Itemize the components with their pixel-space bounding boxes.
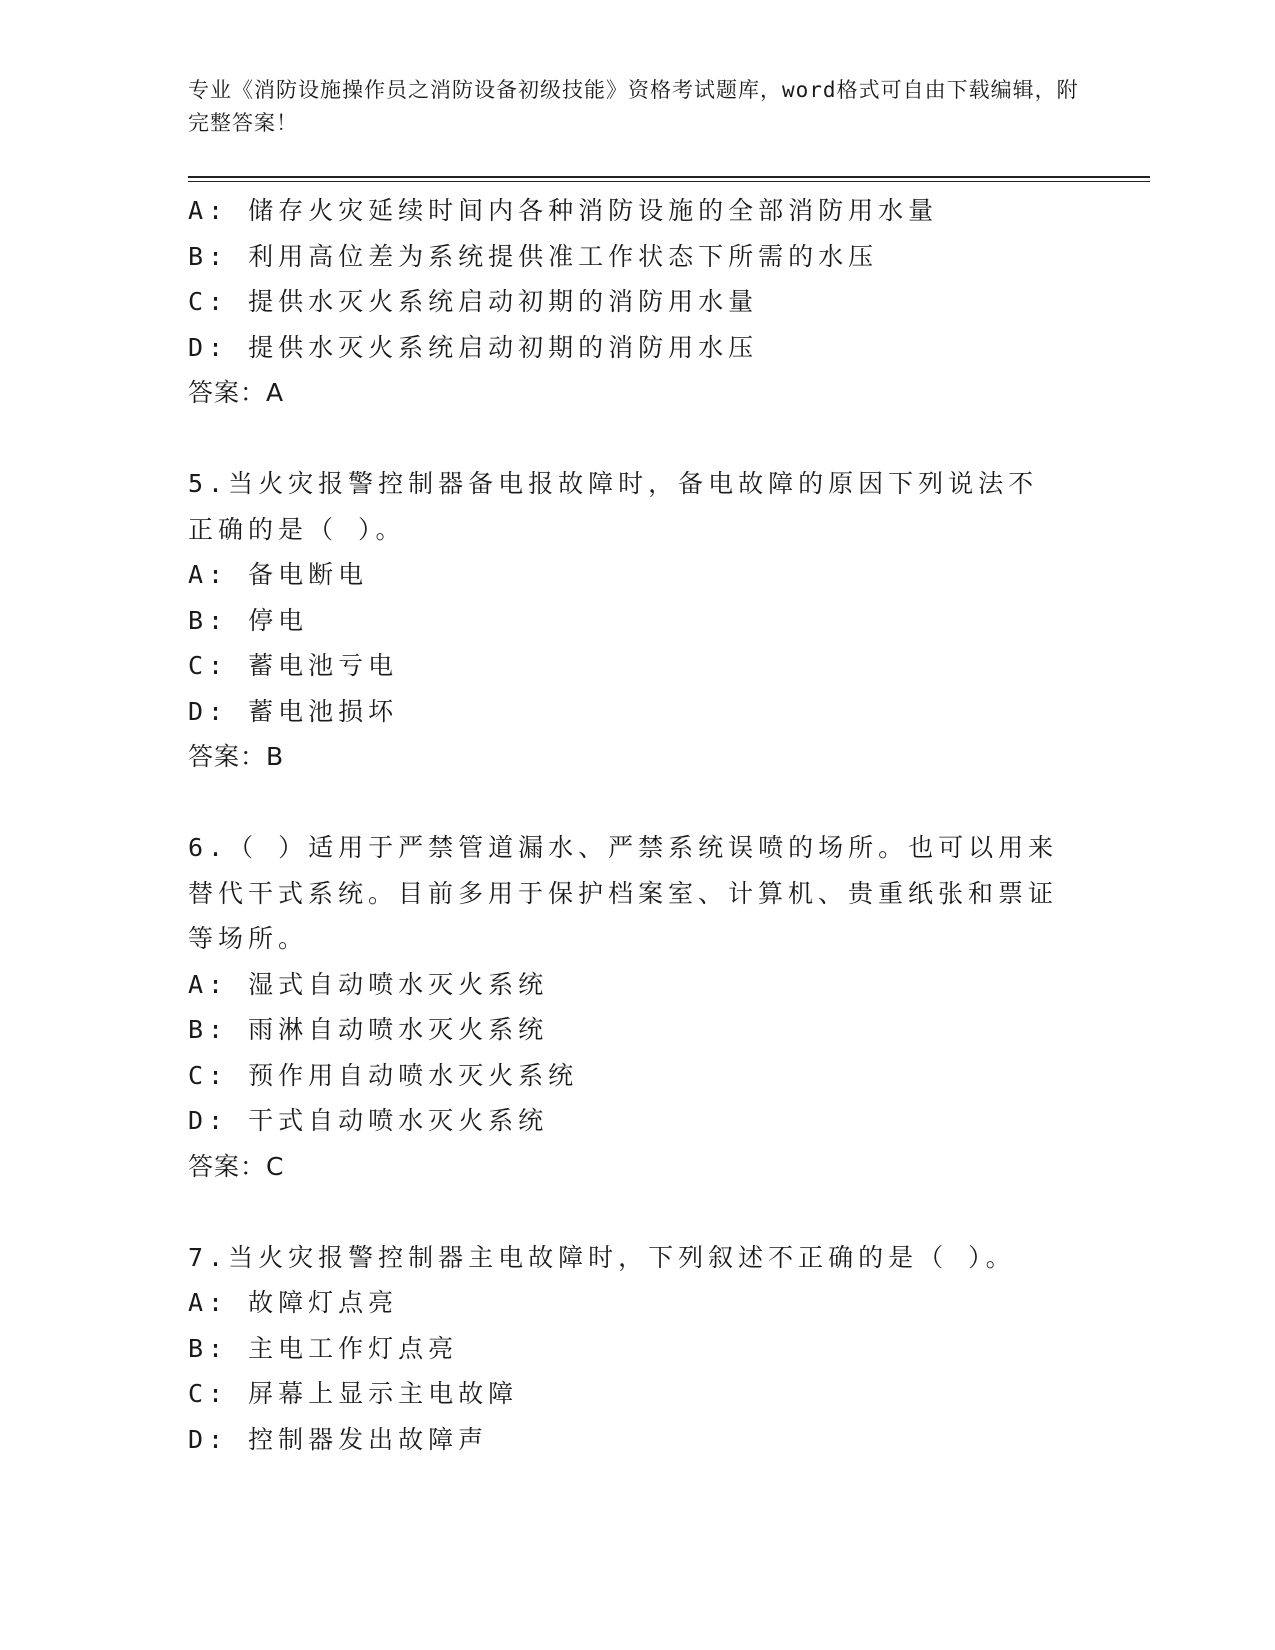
document-header: 专业《消防设施操作员之消防设备初级技能》资格考试题库，word格式可自由下载编辑，附完整答案！ [188, 78, 1079, 135]
option-a: A: 湿式自动喷水灭火系统 [188, 969, 549, 999]
option-d: D: 干式自动喷水灭火系统 [188, 1106, 549, 1135]
option-d: D: 提供水灭火系统启动初期的消防用水压 [188, 332, 759, 362]
spacer [188, 416, 1068, 462]
header-divider-thin [188, 181, 1150, 182]
option-d: D: 控制器发出故障声 [188, 1424, 489, 1454]
option-c: C: 预作用自动喷水灭火系统 [188, 1060, 579, 1090]
option-a: A: 备电断电 [188, 560, 369, 589]
option-b: B: 主电工作灯点亮 [188, 1333, 459, 1363]
question-5 [188, 461, 1068, 780]
option-a: A: 储存火灾延续时间内各种消防设施的全部消防用水量 [188, 196, 939, 225]
question-7 [188, 1235, 1068, 1463]
header-divider-thick [188, 176, 1150, 178]
option-b: B: 利用高位差为系统提供准工作状态下所需的水压 [188, 241, 879, 271]
option-b: B: 停电 [188, 605, 309, 635]
spacer [188, 1189, 1068, 1235]
question-6 [188, 825, 1068, 1189]
answer: 答案：B [188, 742, 285, 771]
question-4 [188, 188, 1068, 416]
option-c: C: 屏幕上显示主电故障 [188, 1379, 519, 1408]
spacer [188, 780, 1068, 826]
question-stem: 7.当火灾报警控制器主电故障时，下列叙述不正确的是（ ）。 [188, 1242, 1016, 1272]
option-a: A: 故障灯点亮 [188, 1288, 399, 1317]
question-stem: 5.当火灾报警控制器备电报故障时，备电故障的原因下列说法不正确的是（ ）。 [188, 469, 1039, 544]
answer: 答案：C [188, 1151, 285, 1181]
option-c: C: 提供水灭火系统启动初期的消防用水量 [188, 287, 759, 316]
answer: 答案：A [188, 378, 285, 407]
option-d: D: 蓄电池损坏 [188, 696, 399, 726]
question-list [188, 188, 1068, 1462]
option-c: C: 蓄电池亏电 [188, 651, 399, 680]
question-stem: 6.（ ）适用于严禁管道漏水、严禁系统误喷的场所。也可以用来替代干式系统。目前多用于保护档案室、计算机、贵重纸张和票证等场所。 [188, 833, 1059, 953]
option-b: B: 雨淋自动喷水灭火系统 [188, 1015, 549, 1044]
